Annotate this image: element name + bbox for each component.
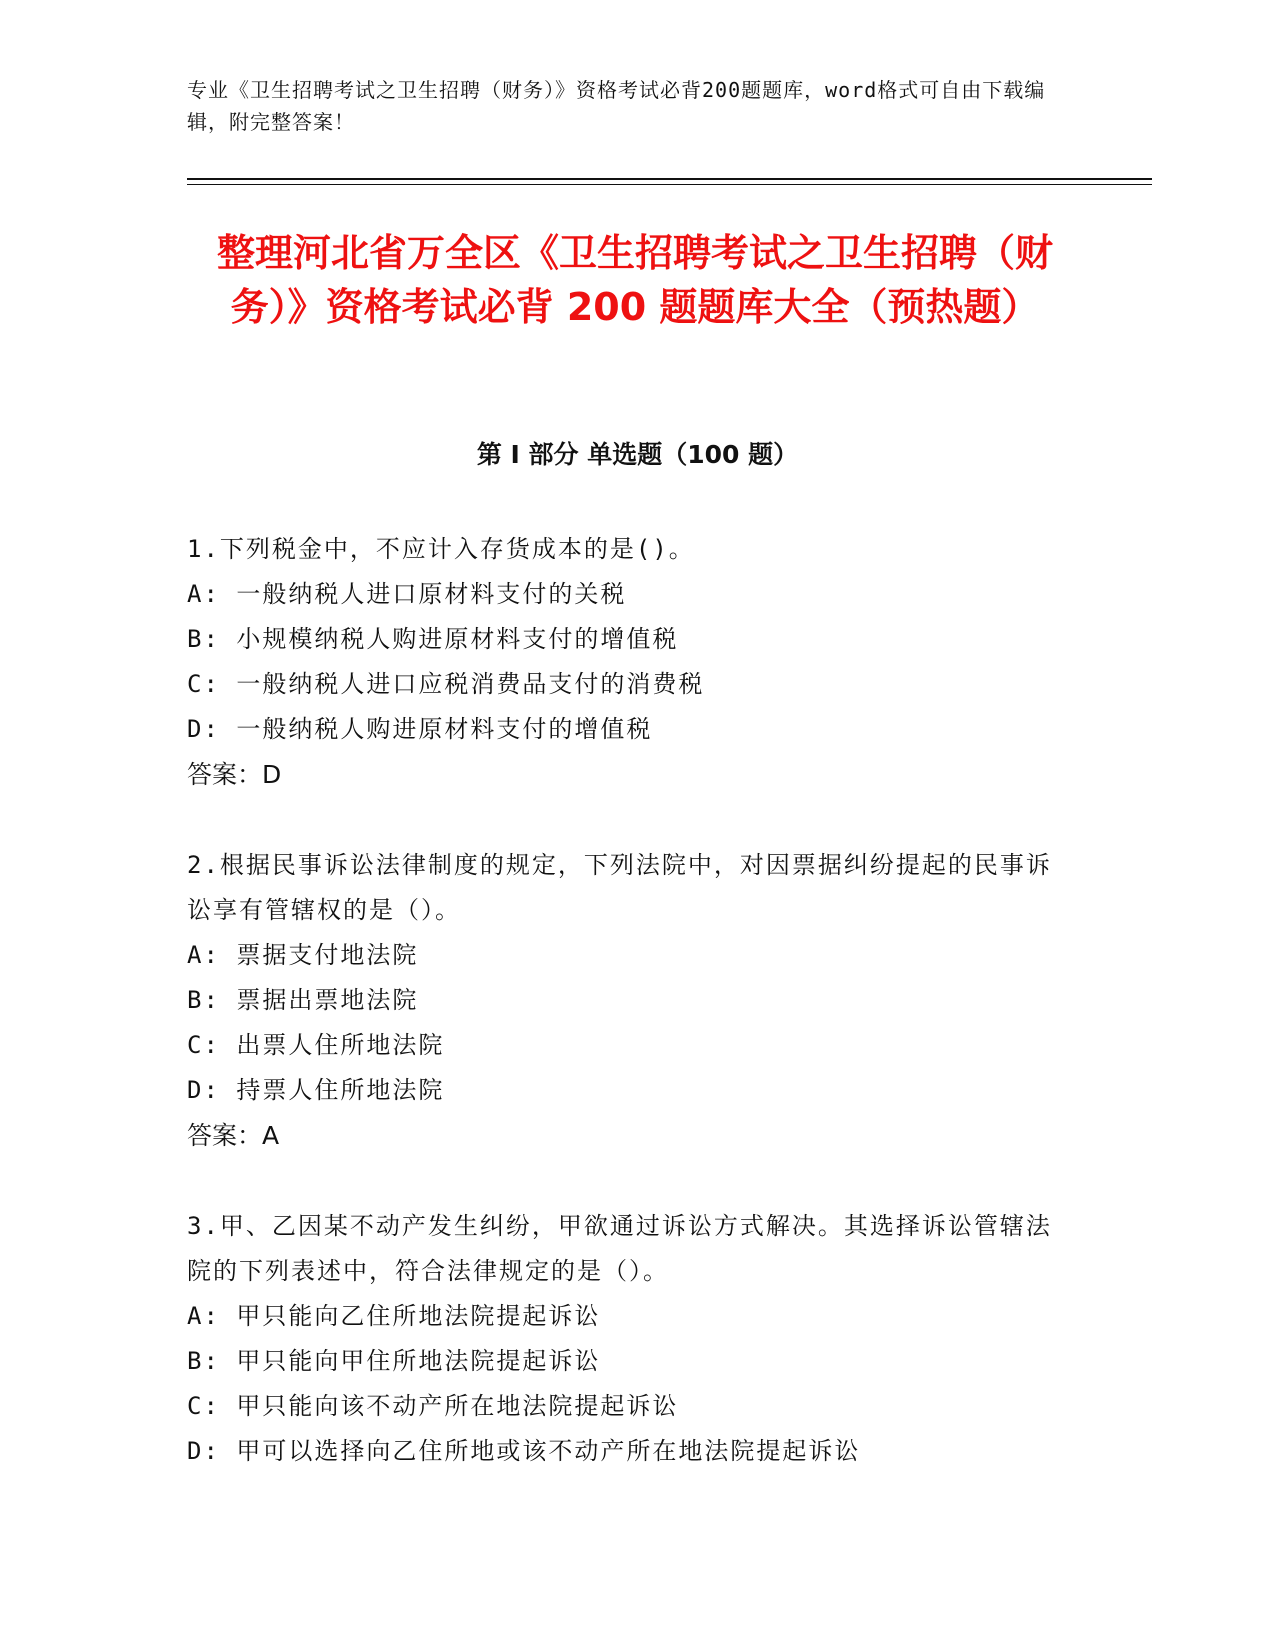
option-c: C: 甲只能向该不动产所在地法院提起诉讼 [187,1392,679,1420]
option-a: A: 一般纳税人进口原材料支付的关税 [187,580,627,608]
header-divider-thin [187,184,1152,185]
option-b: B: 票据出票地法院 [187,986,419,1014]
option-d: D: 甲可以选择向乙住所地或该不动产所在地法院提起诉讼 [187,1437,861,1465]
question-item [187,843,1067,1158]
answer-label: 答案：A [187,1121,280,1150]
option-c: C: 一般纳税人进口应税消费品支付的消费税 [187,670,705,698]
question-stem: 3.甲、乙因某不动产发生纠纷，甲欲通过诉讼方式解决。其选择诉讼管辖法院的下列表述中，符合法律规定的是（）。 [187,1212,1052,1285]
section-heading: 第 I 部分 单选题（100 题） [476,440,799,469]
question-stem: 1.下列税金中，不应计入存货成本的是()。 [187,535,695,563]
option-d: D: 持票人住所地法院 [187,1076,445,1104]
answer-label: 答案：D [187,760,282,789]
option-b: B: 甲只能向甲住所地法院提起诉讼 [187,1347,601,1375]
question-item [187,1204,1067,1474]
header-note: 专业《卫生招聘考试之卫生招聘（财务）》资格考试必背200题题库，word格式可自由下载编辑，附完整答案！ [187,78,1046,134]
question-item [187,527,1067,797]
question-stem: 2.根据民事诉讼法律制度的规定，下列法院中，对因票据纠纷提起的民事诉讼享有管辖权的是（）。 [187,851,1052,924]
option-a: A: 甲只能向乙住所地法院提起诉讼 [187,1302,601,1330]
option-a: A: 票据支付地法院 [187,941,419,969]
option-d: D: 一般纳税人购进原材料支付的增值税 [187,715,653,743]
question-list [187,527,1067,1520]
document-title: 整理河北省万全区《卫生招聘考试之卫生招聘（财务）》资格考试必背 200 题题库大全（预热题） [216,231,1053,329]
option-c: C: 出票人住所地法院 [187,1031,445,1059]
header-divider-thick [187,178,1152,180]
option-b: B: 小规模纳税人购进原材料支付的增值税 [187,625,679,653]
